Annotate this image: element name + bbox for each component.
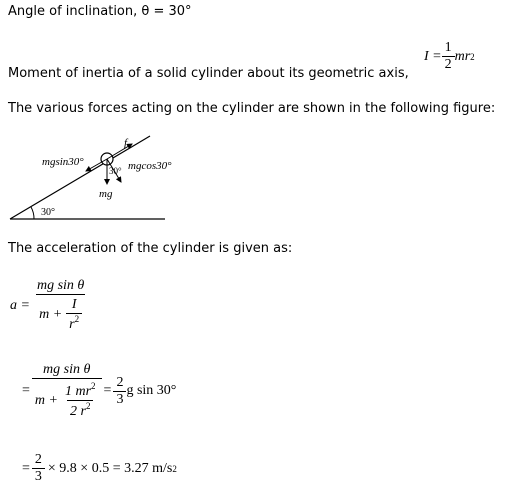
eq1-inner-den (66, 313, 82, 333)
eq3-coef-den: 3 (32, 468, 45, 485)
eq2-coef-num: 2 (116, 374, 124, 390)
eq1-lhs: a = (10, 297, 30, 313)
eq1-num: mg sin θ (36, 278, 85, 293)
eq1-inner-den-r: r (69, 317, 75, 332)
label-mgcos: mgcos30° (128, 160, 172, 172)
eq2-inner-den-text: 2 r (70, 404, 86, 419)
inertia-lhs: I = (424, 48, 442, 64)
label-mg: mg (99, 188, 113, 200)
eq2-inner-num (62, 381, 99, 400)
inertia-fraction (442, 40, 455, 73)
moment-line: Moment of inertia of a solid cylinder about its geometric axis, (8, 66, 409, 81)
accel-line: The acceleration of the cylinder is given as: (8, 241, 293, 256)
eq2-fraction (32, 362, 102, 420)
eq3-coef-num: 2 (34, 452, 42, 467)
label-mgsin: mgsin30° (42, 156, 84, 168)
eq2-eq2: = (103, 383, 112, 398)
label-angle-small: 30° (109, 166, 122, 176)
inertia-num: 1 (444, 40, 452, 55)
inertia-formula (424, 40, 475, 73)
equation-1 (10, 278, 87, 333)
eq1-fraction (34, 278, 87, 333)
mgsin-arrow (86, 159, 107, 171)
eq1-inner-frac (66, 297, 82, 333)
inertia-rhs: mr (454, 48, 471, 64)
eq3-exp: 2 (172, 463, 177, 474)
eq2-coef-frac (113, 375, 126, 408)
equation-3 (22, 452, 177, 485)
angle-line: Angle of inclination, θ = 30° (8, 4, 192, 19)
eq2-num: mg sin θ (43, 362, 91, 377)
eq2-inner-frac (62, 381, 99, 420)
base-angle-arc (31, 207, 34, 219)
eq2-den-m: m + (34, 392, 58, 408)
eq2-rhs: g sin 30° (126, 383, 177, 398)
label-angle-base: 30° (41, 207, 55, 218)
eq2-inner-den (67, 400, 93, 420)
eq1-den-m: m + (39, 307, 63, 322)
eq1-inner-num: I (71, 297, 77, 312)
incline-line (10, 136, 150, 219)
eq3-rhs: × 9.8 × 0.5 = 3.27 m/s (47, 460, 173, 476)
equation-2 (22, 362, 176, 420)
eq2-eq: = (22, 383, 30, 398)
forces-line: The various forces acting on the cylinder are shown in the following figure: (8, 101, 496, 116)
incline-figure (0, 128, 260, 224)
eq1-inner-den-exp: 2 (74, 314, 80, 324)
inertia-exp: 2 (470, 51, 475, 62)
eq2-inner-den-exp: 2 (85, 401, 91, 411)
eq2-coef-den: 3 (113, 391, 126, 408)
eq2-inner-num-exp: 2 (91, 381, 96, 391)
eq2-den (32, 378, 102, 420)
eq2-inner-num-text: 1 mr (64, 384, 92, 399)
eq3-coef-frac (32, 452, 45, 485)
eq3-eq: = (22, 460, 30, 476)
friction-arrow (107, 144, 132, 159)
inertia-den: 2 (442, 56, 455, 73)
eq1-den (36, 294, 85, 333)
label-f: f (124, 137, 128, 149)
